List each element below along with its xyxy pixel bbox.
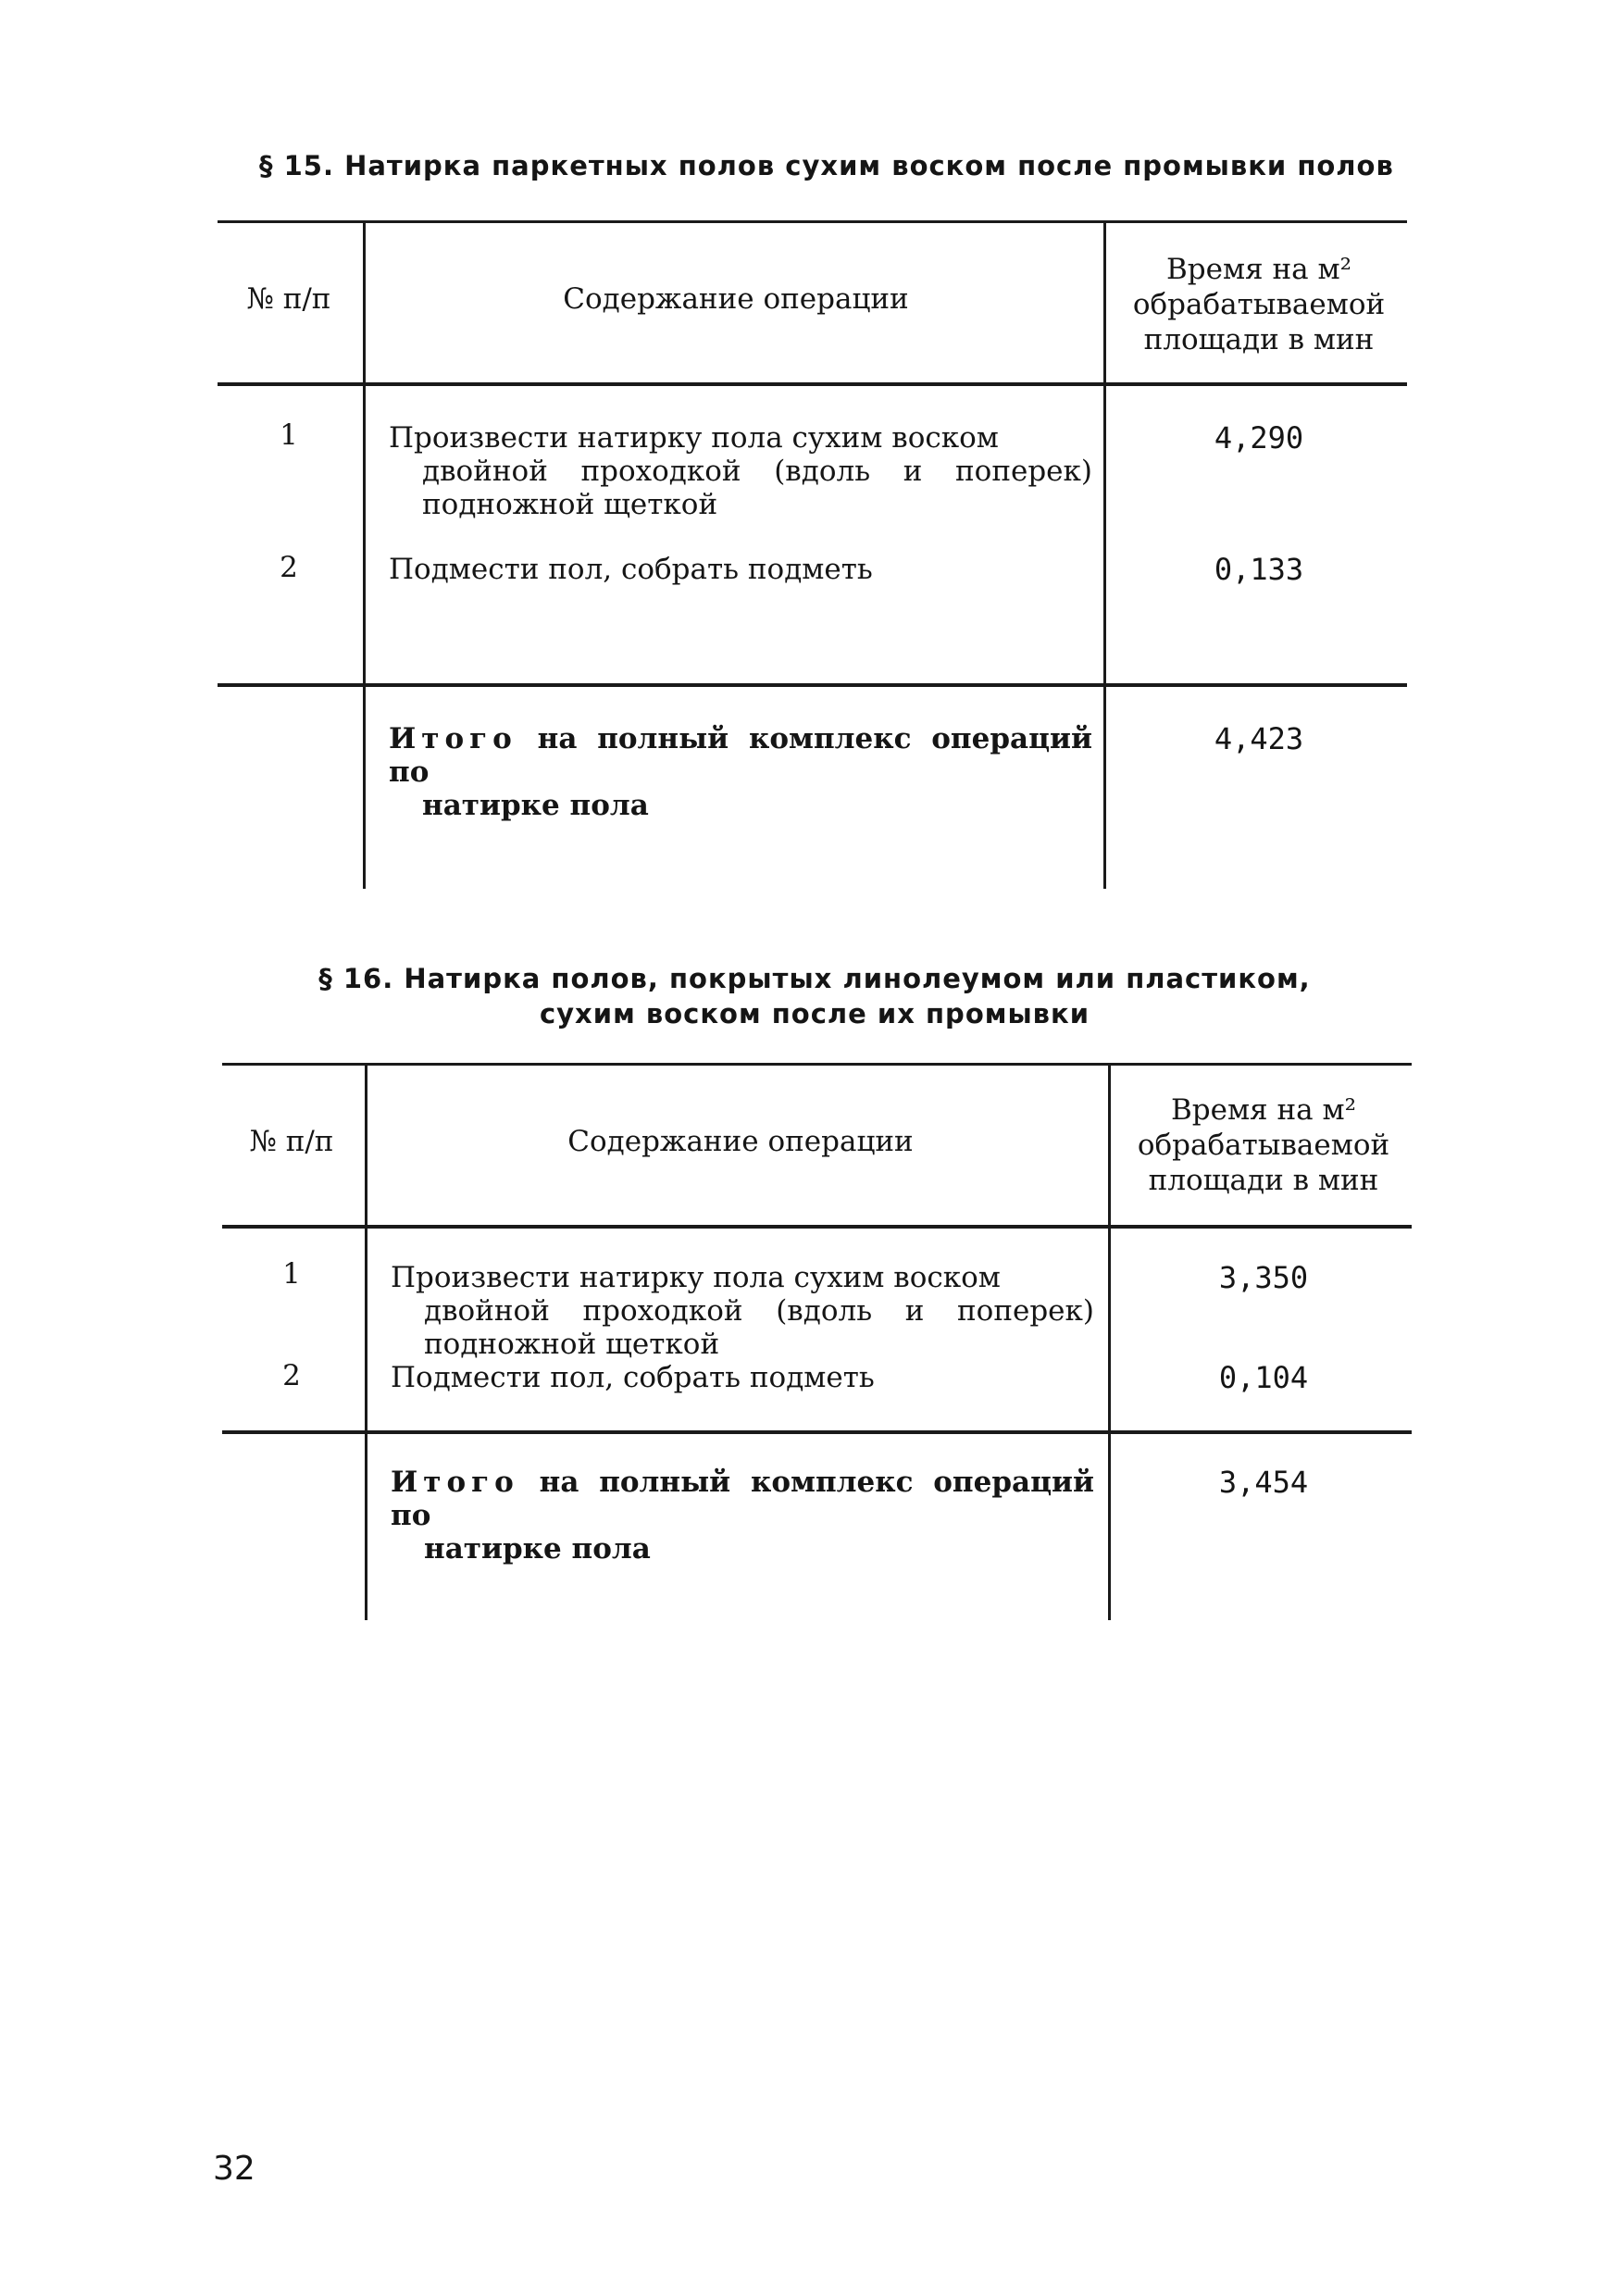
header-time-line3: площади в мин — [1143, 323, 1375, 356]
table-15-total-value: 4,423 — [1214, 721, 1304, 756]
header-time-line1: Время на м² — [1165, 253, 1352, 286]
row-text-first: Произвести натирку пола сухим воском — [389, 421, 999, 455]
table-16-header-operation: Содержание операции — [567, 1125, 914, 1158]
table-15-row-2-num: 2 — [280, 551, 298, 584]
total-text-first: на полный комплекс операций по — [391, 1466, 1094, 1532]
header-time-line1: Время на м² — [1170, 1093, 1357, 1127]
table-16-row-2-num: 2 — [282, 1359, 301, 1392]
table-15-col-divider-left — [363, 222, 366, 889]
total-text-first: на полный комплекс операций по — [389, 722, 1092, 789]
table-16-total-rule — [222, 1430, 1412, 1434]
table-16-total-value: 3,454 — [1218, 1465, 1309, 1500]
page-number: 32 — [213, 2150, 255, 2188]
row-text-first: Произвести натирку пола сухим воском — [391, 1261, 1001, 1294]
table-15-row-2-value: 0,133 — [1214, 552, 1304, 587]
table-15-row-1-text — [389, 421, 1092, 521]
table-15-header-num: № п/п — [246, 282, 331, 316]
table-16-total-text — [391, 1466, 1094, 1566]
table-15-row-1-num: 1 — [280, 418, 298, 452]
total-word: Итого — [389, 722, 517, 755]
row-text-first: Подмести пол, собрать подметь — [391, 1361, 875, 1394]
row-text-first: Подмести пол, собрать подметь — [389, 553, 873, 586]
table-15-total-text — [389, 722, 1092, 822]
row-text-cont: двойной проходкой (вдоль и поперек) подножной щеткой — [422, 455, 1092, 521]
row-text-cont: двойной проходкой (вдоль и поперек) подножной щеткой — [424, 1294, 1094, 1361]
total-word: Итого — [391, 1466, 519, 1499]
header-time-line2: обрабатываемой — [1137, 1129, 1390, 1162]
table-15-total-rule — [218, 683, 1407, 687]
table-15-header-operation: Содержание операции — [563, 282, 909, 316]
table-16-row-1-text — [391, 1261, 1094, 1361]
table-15-header-rule — [218, 382, 1407, 386]
table-15-row-1-value: 4,290 — [1214, 420, 1304, 455]
table-16-header-time — [1111, 1092, 1416, 1198]
table-16-header-num: № п/п — [249, 1125, 334, 1158]
section-16-heading: § 16. Натирка полов, покрытых линолеумом или пластиком, сухим воском после их промывки — [318, 963, 1311, 1029]
section-15-heading: § 15. Натирка паркетных полов сухим воском после промывки полов — [259, 150, 1394, 181]
header-time-line3: площади в мин — [1148, 1164, 1379, 1197]
total-text-cont: натирке пола — [424, 1532, 651, 1566]
table-16-row-1-num: 1 — [282, 1257, 301, 1291]
table-16-row-2-text — [391, 1361, 1094, 1394]
header-time-line2: обрабатываемой — [1132, 288, 1386, 321]
table-16-header-rule — [222, 1225, 1412, 1229]
table-15-row-2-text — [389, 553, 1092, 586]
total-text-cont: натирке пола — [422, 789, 649, 822]
table-16-row-2-value: 0,104 — [1218, 1360, 1309, 1395]
table-16-top-rule — [222, 1063, 1412, 1066]
table-15-top-rule — [218, 220, 1407, 223]
table-15-header-time — [1106, 252, 1412, 357]
table-16-row-1-value: 3,350 — [1218, 1260, 1309, 1295]
